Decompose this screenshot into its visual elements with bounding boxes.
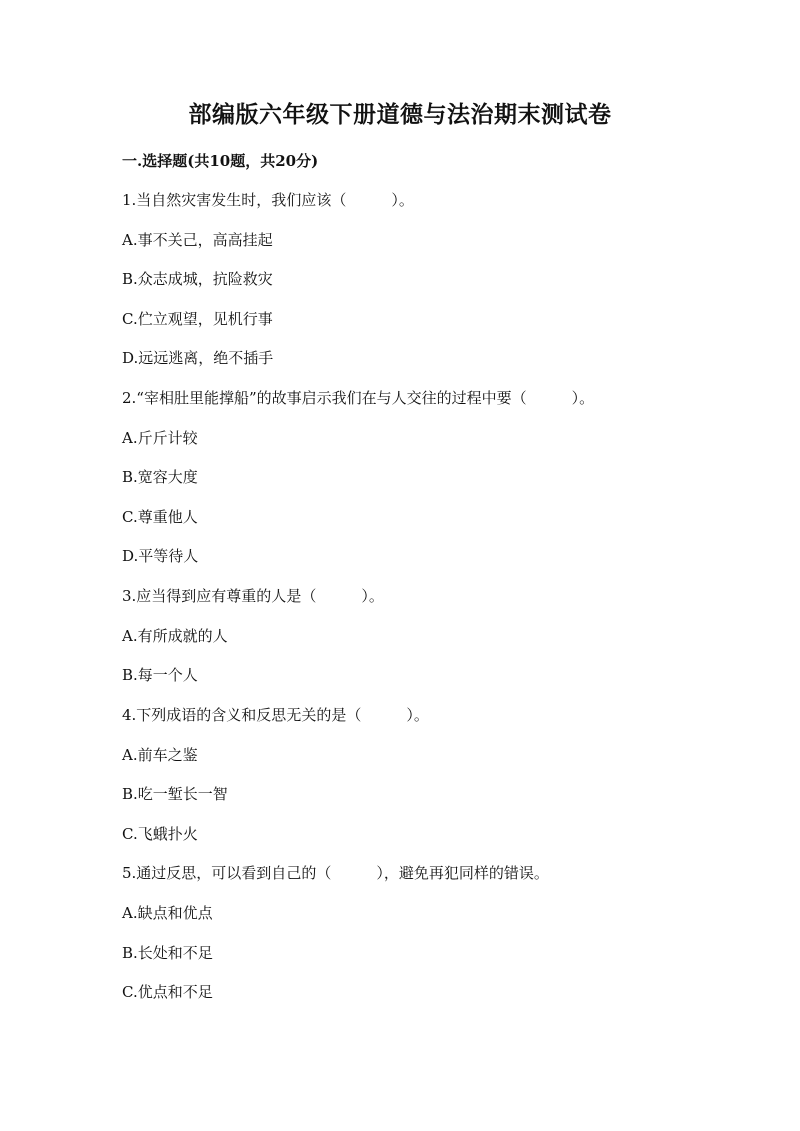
question-3-option-a: A.有所成就的人 (122, 627, 228, 645)
question-1-option-b: B.众志成城，抗险救灾 (122, 270, 273, 288)
question-4-option-a: A.前车之鉴 (122, 746, 198, 764)
question-2-stem: 2.“宰相肚里能撑船”的故事启示我们在与人交往的过程中要（ ）。 (122, 389, 595, 407)
question-1-option-d: D.远远逃离，绝不插手 (122, 349, 274, 367)
question-2-option-b: B.宽容大度 (122, 468, 198, 486)
question-2-option-d: D.平等待人 (122, 547, 199, 565)
question-1-option-c: C.伫立观望，见机行事 (122, 310, 273, 328)
question-4-stem: 4.下列成语的含义和反思无关的是（ ）。 (122, 706, 429, 724)
question-3-stem: 3.应当得到应有尊重的人是（ ）。 (122, 587, 384, 605)
question-1-option-a: A.事不关己，高高挂起 (122, 231, 273, 249)
question-5-option-b: B.长处和不足 (122, 944, 213, 962)
question-2-option-a: A.斤斤计较 (122, 429, 198, 447)
question-5-stem: 5.通过反思，可以看到自己的（ ），避免再犯同样的错误。 (122, 864, 549, 882)
question-5-option-a: A.缺点和优点 (122, 904, 213, 922)
page-title: 部编版六年级下册道德与法治期末测试卷 (188, 101, 612, 128)
question-5-option-c: C.优点和不足 (122, 983, 213, 1001)
question-2-option-c: C.尊重他人 (122, 508, 198, 526)
question-4-option-b: B.吃一堑长一智 (122, 785, 228, 803)
question-3-option-b: B.每一个人 (122, 666, 198, 684)
question-1-stem: 1.当自然灾害发生时，我们应该（ ）。 (122, 191, 414, 209)
question-4-option-c: C.飞蛾扑火 (122, 825, 198, 843)
section-heading: 一.选择题(共10题，共20分) (122, 152, 319, 170)
